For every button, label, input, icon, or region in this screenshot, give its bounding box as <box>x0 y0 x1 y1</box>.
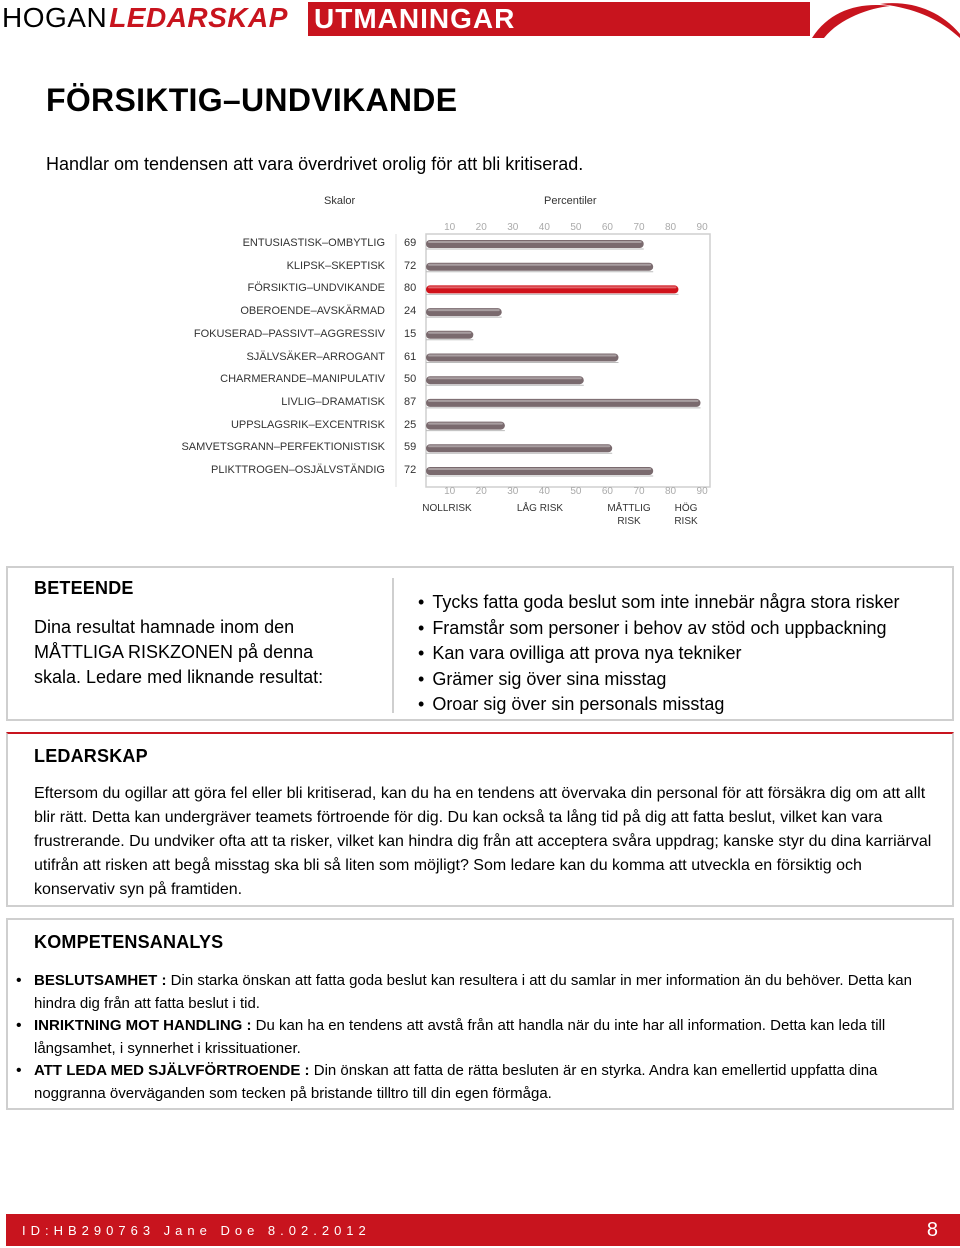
kompetensanalys-title: KOMPETENSANALYS <box>34 932 224 952</box>
brand-ledarskap: LEDARSKAP <box>109 2 288 33</box>
tick-label: 80 <box>664 222 677 233</box>
kompetens-text: Du kan ha en tendens att avstå från att handla när du inte har all information. Detta kan leda till långsamhet, i synnerhet i krissituationer. <box>34 1017 886 1057</box>
brand-hogan: HOGAN <box>2 2 108 33</box>
intro-text: Handlar om tendensen att vara överdrivet orolig för att bli kritiserad. <box>46 154 584 174</box>
tick-label: 30 <box>507 222 519 233</box>
scale-label: LIVLIG–DRAMATISK <box>281 395 385 408</box>
list-item: • Kan vara ovilliga att prova nya tekniker <box>418 641 900 667</box>
bar-shine <box>428 377 582 379</box>
ledarskap-text: Eftersom du ogillar att göra fel eller bli kritiserad, kan du ha en tendens att övervaka din personal för att försäkra dig om att allt blir rätt. Detta kan undergräver teamets förtroende för dig. Du kan också ta lång tid på dig att fatta beslut, vilket kan vara frustrerande. Du undviker ofta att ta risker, vilket kan hindra dig från att acceptera svåra uppdrag; kanske styr du dina karriärval utifrån att risken att begå misstag ska bli så liten som möjligt? Som ledare kan du komma att utveckla en försiktig och konservativ syn på framtiden. <box>34 785 932 898</box>
tick-label: 10 <box>444 486 456 497</box>
kompetens-list <box>34 970 934 1105</box>
tick-label: 40 <box>538 222 550 233</box>
bar-shine <box>428 423 503 425</box>
ledarskap-title: LEDARSKAP <box>34 746 148 766</box>
scale-label: FÖRSIKTIG–UNDVIKANDE <box>247 282 385 295</box>
beteende-title: BETEENDE <box>34 578 134 598</box>
bar-shine <box>428 286 676 288</box>
tick-label: 60 <box>601 222 613 233</box>
scale-value: 25 <box>404 418 417 431</box>
risk-zone-label <box>500 502 580 515</box>
kompetensanalys-box <box>6 918 954 1110</box>
kompetens-label: ATT LEDA MED SJÄLVFÖRTROENDE : <box>34 1062 310 1079</box>
tick-label: 70 <box>633 222 645 233</box>
scale-label: FOKUSERAD–PASSIVT–AGGRESSIV <box>193 327 385 340</box>
scale-label: OBEROENDE–AVSKÄRMAD <box>240 305 385 318</box>
zone-line-1: MÅTTLIG <box>607 503 651 514</box>
kompetens-label: INRIKTNING MOT HANDLING : <box>34 1017 252 1034</box>
scale-value: 72 <box>404 464 417 476</box>
scale-label: PLIKTTROGEN–OSJÄLVSTÄNDIG <box>210 464 385 476</box>
scale-value: 15 <box>404 327 417 340</box>
bar-shine <box>428 332 471 334</box>
bar-shine <box>428 355 616 357</box>
kompetens-text: Din önskan att fatta de rätta besluten är en styrka. Andra kan emellertid uppfatta dina noggranna överväganden som tecken på bristande tilltro till din egen förmåga. <box>34 1062 878 1102</box>
list-item: • Oroar sig över sin personals misstag <box>418 692 900 718</box>
percentile-chart <box>0 190 960 540</box>
zone-line-1: NOLLRISK <box>422 503 472 514</box>
brand-tag: UTMANINGAR <box>314 3 516 34</box>
bar-shine <box>428 309 500 311</box>
bar-shine <box>428 400 699 402</box>
scale-label: UPPSLAGSRIK–EXCENTRISK <box>230 418 385 431</box>
percentiles-header: Percentiler <box>544 195 597 207</box>
beteende-box <box>6 566 954 721</box>
zone-line-1: LÅG RISK <box>516 503 564 514</box>
tick-label: 20 <box>475 222 487 233</box>
scale-value: 87 <box>404 395 417 408</box>
risk-zone-label <box>646 502 726 528</box>
scale-value: 72 <box>404 259 417 272</box>
risk-zone-label <box>407 502 487 515</box>
kompetens-text: Din starka önskan att fatta goda beslut kan resultera i att du samlar in mer information än du behöver. Detta kan hindra dig från att fatta beslut i tid. <box>34 972 912 1012</box>
scale-label: KLIPSK–SKEPTISK <box>286 259 385 272</box>
beteende-left <box>34 578 334 690</box>
scales-header: Skalor <box>324 195 356 207</box>
tick-label: 90 <box>696 222 708 233</box>
scale-value: 80 <box>404 282 417 295</box>
divider <box>392 578 394 713</box>
tick-label: 80 <box>664 486 677 497</box>
scale-label: ENTUSIASTISK–OMBYTLIG <box>242 237 385 249</box>
tick-label: 20 <box>475 486 487 497</box>
footer-bar <box>6 1214 960 1246</box>
scale-value: 59 <box>404 441 417 454</box>
beteende-list <box>418 590 900 718</box>
list-item: • Grämer sig över sina misstag <box>418 667 900 693</box>
beteende-text: Dina resultat hamnade inom den MÅTTLIGA RISKZONEN på denna skala. Ledare med liknande resultat: <box>34 617 324 687</box>
tick-label: 50 <box>570 486 582 497</box>
bar-shine <box>428 264 651 266</box>
tick-label: 60 <box>601 486 613 497</box>
zone-line-2: RISK <box>674 516 698 527</box>
tick-label: 50 <box>570 222 582 233</box>
tick-label: 70 <box>633 486 645 497</box>
scale-label: SAMVETSGRANN–PERFEKTIONISTISK <box>181 441 385 454</box>
tick-label: 90 <box>696 486 708 497</box>
bar-shine <box>428 445 610 447</box>
kompetens-label: BESLUTSAMHET : <box>34 972 167 989</box>
bar-shine <box>428 241 642 243</box>
list-item: • Tycks fatta goda beslut som inte innebär några stora risker <box>418 590 900 616</box>
bar-shine <box>428 468 651 470</box>
tick-label: 40 <box>538 486 550 497</box>
page-title: FÖRSIKTIG–UNDVIKANDE <box>46 82 458 118</box>
ledarskap-box <box>6 732 954 907</box>
list-item <box>34 1015 934 1060</box>
scale-value: 69 <box>404 237 417 249</box>
scale-value: 24 <box>404 305 417 318</box>
zone-line-1: HÖG <box>674 503 698 514</box>
list-item: • Framstår som personer i behov av stöd och uppbackning <box>418 616 900 642</box>
brand-logo <box>0 0 288 36</box>
list-item <box>34 970 934 1015</box>
scale-label: CHARMERANDE–MANIPULATIV <box>220 373 385 386</box>
tick-label: 10 <box>444 222 456 233</box>
zone-line-2: RISK <box>617 516 641 527</box>
swoosh-icon <box>810 0 960 38</box>
scale-label: SJÄLVSÄKER–ARROGANT <box>246 350 385 363</box>
list-item <box>34 1060 934 1105</box>
page-number: 8 <box>926 1219 938 1241</box>
scale-value: 50 <box>404 373 417 386</box>
tick-label: 30 <box>507 486 519 497</box>
scale-value: 61 <box>404 350 417 363</box>
footer-id: ID:HB290763 Jane Doe 8.02.2012 <box>22 1223 371 1238</box>
